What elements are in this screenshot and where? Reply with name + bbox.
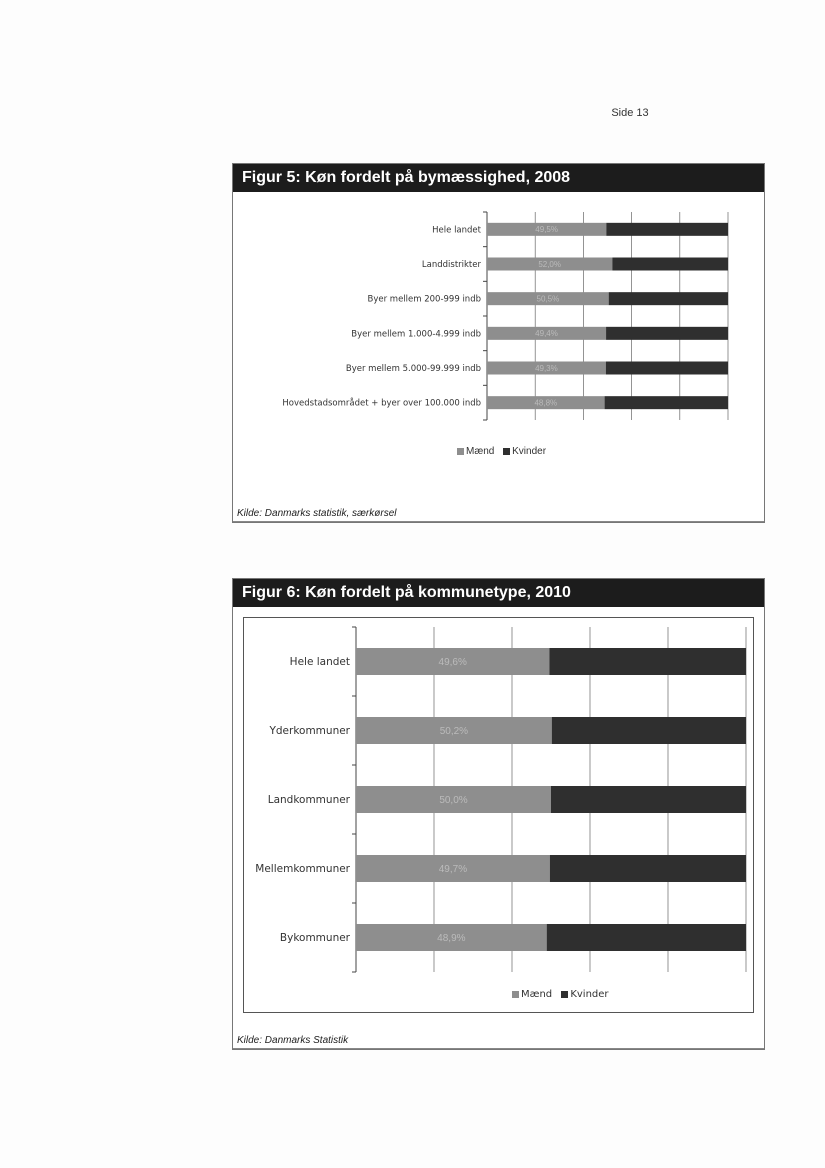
bar-kvinder [550, 855, 746, 882]
bar-data-label: 49,4% [535, 329, 558, 339]
bar-data-label: 52,0% [538, 259, 562, 269]
bar-kvinder [606, 327, 728, 340]
bar-data-label: 48,9% [437, 933, 466, 944]
figure-6-legend [506, 989, 609, 1000]
category-label: Hovedstadsområdet + byer over 100.000 indb [282, 398, 481, 409]
figure-5-source-rule [233, 521, 764, 522]
legend-maend-swatch-icon [512, 991, 519, 998]
bar-data-label: 50,2% [439, 726, 469, 737]
figure-6-chart [233, 607, 764, 987]
category-label: Byer mellem 5.000-99.999 indb [345, 363, 481, 374]
category-label: Landkommuner [267, 794, 350, 807]
category-label: Landdistrikter [421, 259, 481, 270]
bar-kvinder [552, 717, 746, 744]
legend-maend-swatch-icon [457, 448, 464, 455]
bar-kvinder [605, 396, 728, 409]
figure-6-source: Kilde: Danmarks Statistik [237, 1035, 349, 1046]
bar-data-label: 48,8% [534, 398, 558, 408]
legend-kvinder-swatch-icon [503, 448, 510, 455]
figure-5-legend [451, 446, 546, 457]
legend-kvinder-swatch-icon [561, 991, 568, 998]
bar-kvinder [606, 362, 728, 375]
bar-data-label: 50,0% [439, 795, 468, 806]
legend-kvinder-label: Kvinder [570, 989, 609, 1000]
legend-maend-label: Mænd [521, 989, 553, 1000]
category-label: Bykommuner [279, 932, 350, 945]
category-label: Byer mellem 1.000-4.999 indb [351, 329, 481, 340]
bar-kvinder [612, 258, 728, 271]
bar-kvinder [551, 786, 746, 813]
bar-data-label: 49,3% [535, 363, 558, 373]
bar-kvinder [547, 924, 746, 951]
bar-data-label: 49,7% [438, 864, 468, 875]
category-label: Hele landet [289, 656, 350, 669]
page-number: Side 13 [611, 107, 649, 119]
figure-6-source-rule [233, 1048, 764, 1049]
category-label: Mellemkommuner [255, 863, 350, 876]
figure-5-panel [232, 163, 765, 523]
legend-kvinder-label: Kvinder [512, 446, 547, 457]
figure-6-title: Figur 6: Køn fordelt på kommunetype, 2010 [233, 579, 764, 607]
category-label: Yderkommuner [269, 725, 350, 738]
bar-kvinder [606, 223, 728, 236]
bar-kvinder [609, 292, 728, 305]
figure-5-title: Figur 5: Køn fordelt på bymæssighed, 2008 [233, 164, 764, 192]
bar-data-label: 50,5% [536, 294, 560, 304]
bar-data-label: 49,5% [535, 225, 558, 235]
figure-6-panel [232, 578, 765, 1050]
category-label: Byer mellem 200-999 indb [367, 294, 481, 305]
figure-5-source: Kilde: Danmarks statistik, særkørsel [237, 508, 397, 519]
bar-data-label: 49,6% [438, 657, 467, 668]
legend-maend-label: Mænd [466, 446, 495, 457]
category-label: Hele landet [432, 225, 481, 236]
bar-kvinder [549, 648, 746, 675]
